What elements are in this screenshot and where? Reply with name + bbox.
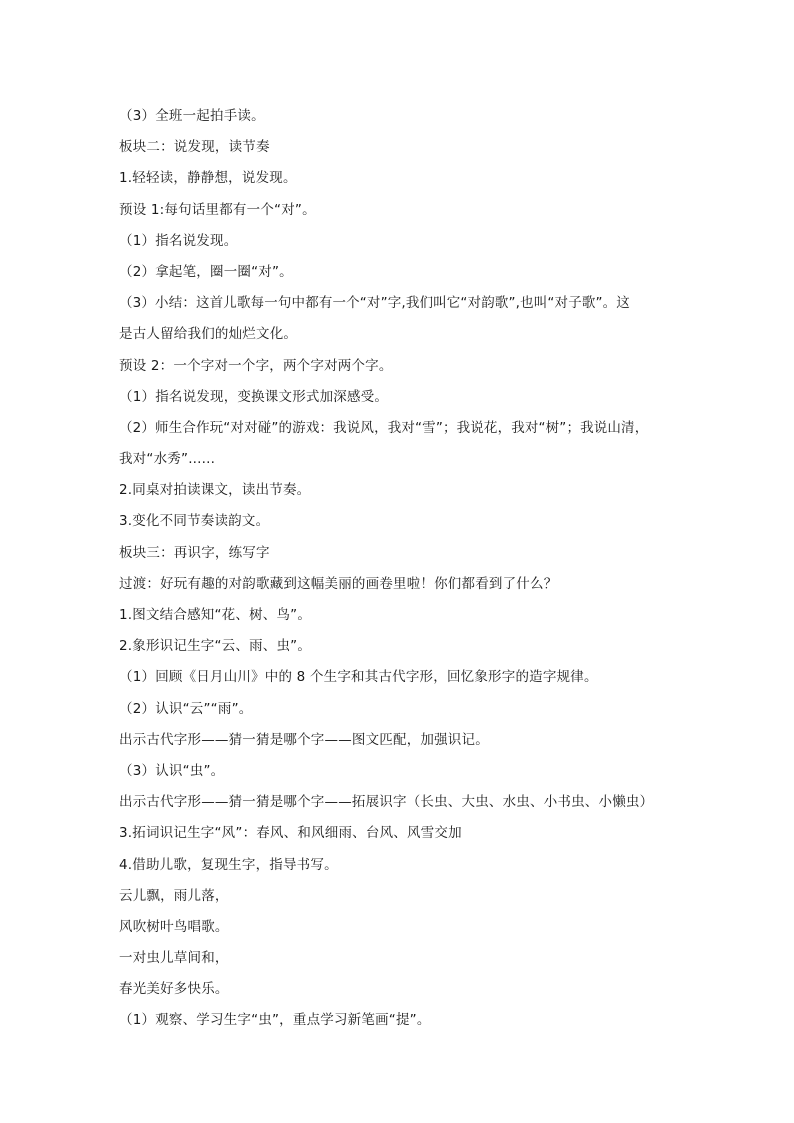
text-line: 出示古代字形——猜一猜是哪个字——拓展识字（长虫、大虫、水虫、小书虫、小懒虫） <box>119 794 654 811</box>
text-line: （2）师生合作玩“对对碰”的游戏：我说风，我对“雪”；我说花，我对“树”；我说山清， <box>119 419 649 436</box>
text-line: 预设 2：一个字对一个字，两个字对两个字。 <box>119 357 393 374</box>
text-line: 是古人留给我们的灿烂文化。 <box>119 326 298 343</box>
poem-line: 云儿飘，雨儿落， <box>119 887 229 904</box>
text-line: 3.拓词识记生字“风”：春风、和风细雨、台风、风雪交加 <box>119 825 462 842</box>
text-line: （1）回顾《日月山川》中的 8 个生字和其古代字形，回忆象形字的造字规律。 <box>119 669 598 686</box>
text-line: （2）认识“云”“雨”。 <box>119 700 253 717</box>
section-heading: 板块三：再识字，练写字 <box>119 544 270 561</box>
text-line: 过渡：好玩有趣的对韵歌藏到这幅美丽的画卷里啦！你们都看到了什么？ <box>119 575 558 592</box>
text-line: 2.象形识记生字“云、雨、虫”。 <box>119 638 312 655</box>
poem-line: 春光美好多快乐。 <box>119 981 229 998</box>
text-line: （1）指名说发现，变换课文形式加深感受。 <box>119 388 389 405</box>
text-line: 我对“水秀”...... <box>119 451 216 468</box>
text-line: （3）小结：这首儿歌每一句中都有一个“对”字,我们叫它“对韵歌”,也叫“对子歌”。这 <box>119 295 630 312</box>
document-body <box>119 101 689 1037</box>
text-line: 2.同桌对拍读课文，读出节奏。 <box>119 482 311 499</box>
text-line: 1.图文结合感知“花、树、鸟”。 <box>119 607 312 623</box>
text-line: 1.轻轻读，静静想，说发现。 <box>119 170 297 187</box>
text-line: 出示古代字形——猜一猜是哪个字——图文匹配，加强识记。 <box>119 731 489 748</box>
poem-line: 风吹树叶鸟唱歌。 <box>119 918 229 935</box>
text-line: 3.变化不同节奏读韵文。 <box>119 513 270 530</box>
section-heading: 板块二：说发现，读节奏 <box>119 139 270 156</box>
poem-line: 一对虫儿草间和， <box>119 950 229 967</box>
text-line: （1）观察、学习生字“虫”，重点学习新笔画“提”。 <box>119 1012 431 1029</box>
text-line: （3）认识“虫”。 <box>119 762 225 779</box>
text-line: 预设 1:每句话里都有一个“对”。 <box>119 201 316 218</box>
text-line: （3）全班一起拍手读。 <box>119 108 265 124</box>
text-line: 4.借助儿歌，复现生字，指导书写。 <box>119 856 338 873</box>
text-line: （1）指名说发现。 <box>119 232 238 249</box>
text-line: （2）拿起笔，圈一圈“对”。 <box>119 263 293 280</box>
